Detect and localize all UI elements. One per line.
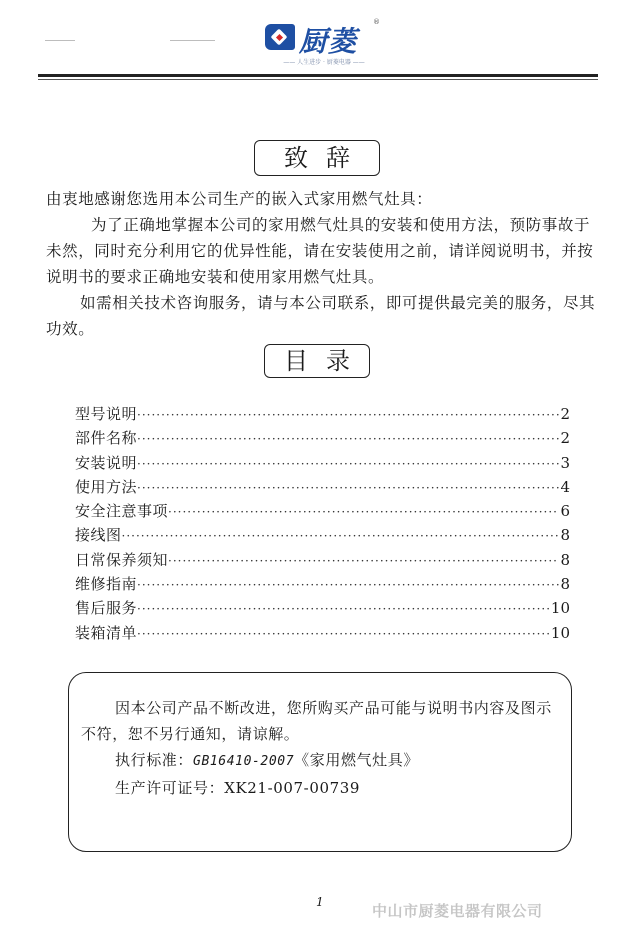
toc-item-name: 安全注意事项 — [75, 502, 169, 521]
toc-leader-dots — [137, 403, 559, 427]
toc-leader-dots — [137, 476, 559, 500]
toc-item-page: 6 — [560, 502, 570, 521]
toc-item-name: 部件名称 — [75, 429, 138, 448]
toc-leader-dots — [137, 573, 559, 597]
company-watermark: 中山市厨菱电器有限公司 — [372, 902, 543, 920]
brand-name: 厨菱 — [299, 25, 358, 58]
toc-item-name: 维修指南 — [75, 575, 138, 594]
toc-leader-dots — [137, 622, 550, 646]
table-of-contents — [75, 402, 570, 645]
notice-license: 生产许可证号：XK21-007-00739 — [115, 779, 361, 797]
toc-item-name: 安装说明 — [75, 453, 138, 472]
preface-paragraph: 为了正确地掌握本公司的家用燃气灶具的安装和使用方法，预防事故于未然，同时充分利用它的优异性能，请在安装使用之前，请详阅说明书，并按说明书的要求正确地安装和使用家用燃气灶具。 — [46, 216, 594, 286]
registered-mark: ® — [373, 18, 380, 26]
toc-item-name: 型号说明 — [75, 405, 138, 423]
standard-name: 《家用燃气灶具》 — [294, 751, 419, 769]
toc-item-page: 10 — [550, 599, 570, 618]
page-number: 1 — [316, 895, 324, 909]
toc-item-page: 8 — [560, 550, 570, 569]
toc-item[interactable] — [75, 499, 570, 523]
toc-item[interactable] — [75, 596, 570, 620]
header-rule-thin — [38, 79, 598, 80]
standard-number: GB16410-2007 — [193, 754, 295, 769]
notice-standard — [81, 747, 561, 775]
preface-title: 致辞 — [284, 144, 368, 172]
toc-item[interactable] — [75, 523, 570, 547]
header-rule — [38, 74, 598, 77]
toc-item[interactable] — [75, 548, 570, 572]
toc-leader-dots — [137, 597, 550, 621]
toc-item-page: 3 — [560, 453, 570, 472]
toc-item[interactable] — [75, 402, 570, 426]
toc-item-name: 装箱清单 — [75, 623, 138, 642]
toc-item-page: 4 — [560, 477, 570, 496]
faint-mark — [170, 40, 215, 41]
toc-item-page: 8 — [560, 575, 570, 594]
toc-title-box — [264, 344, 370, 378]
toc-leader-dots — [168, 500, 559, 524]
logo-mark-icon — [265, 24, 295, 50]
toc-title: 目录 — [284, 347, 368, 375]
brand-logo — [265, 18, 385, 68]
notice-text — [81, 695, 561, 801]
toc-item-page: 10 — [550, 623, 570, 642]
toc-item-name: 售后服务 — [75, 599, 138, 618]
faint-mark — [45, 40, 75, 41]
notice-box — [68, 672, 572, 852]
toc-leader-dots — [137, 427, 559, 451]
toc-leader-dots — [122, 524, 560, 548]
preface-body — [46, 186, 606, 342]
toc-item[interactable] — [75, 621, 570, 645]
toc-item-page: 2 — [560, 405, 570, 423]
toc-leader-dots — [168, 549, 559, 573]
toc-leader-dots — [137, 452, 559, 476]
notice-statement: 因本公司产品不断改进，您所购买产品可能与说明书内容及图示不符，恕不另行通知，请谅解。 — [81, 699, 552, 743]
brand-slogan: —— 人生进步 · 厨菱电器 —— — [283, 59, 365, 66]
preface-paragraph: 由衷地感谢您选用本公司生产的嵌入式家用燃气灶具： — [46, 190, 433, 208]
toc-item[interactable] — [75, 426, 570, 450]
toc-item[interactable] — [75, 572, 570, 596]
preface-paragraph: 如需相关技术咨询服务，请与本公司联系，即可提供最完美的服务，尽其功效。 — [46, 294, 596, 338]
toc-item-name: 接线图 — [75, 526, 122, 545]
toc-item-name: 使用方法 — [75, 477, 138, 496]
toc-item-name: 日常保养须知 — [75, 550, 169, 569]
toc-item-page: 2 — [560, 429, 570, 448]
toc-item-page: 8 — [560, 526, 570, 545]
toc-item[interactable] — [75, 451, 570, 475]
toc-item[interactable] — [75, 475, 570, 499]
preface-title-box — [254, 140, 380, 176]
standard-label: 执行标准： — [115, 751, 194, 769]
